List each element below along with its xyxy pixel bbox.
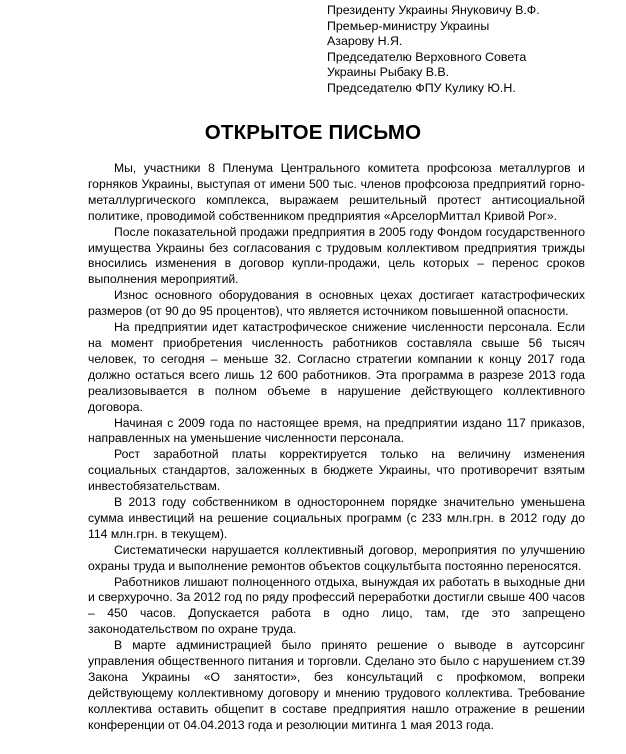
paragraph: В 2013 году собственником в одностороннем порядке значительно уменьшена сумма инвестиций на решение социальных программ (с 233 млн.грн. в 2012 году до 114 млн.грн. в текущем). xyxy=(88,495,585,541)
paragraph: В марте администрацией было принято решение о выводе в аутсорсинг управления общественного питания и торговли. Сделано это было с нарушением ст.39 Закона Украины «О занятости», без консультаций с профкомом, вопреки действующему коллективному договору и мнению трудового коллектива. Требование коллектива оставить общепит в составе предприятия нашло отражение в решении конференции от 04.04.2013 года и резолюции митинга 1 мая 2013 года. xyxy=(88,638,585,732)
paragraph: Рост заработной платы корректируется только на величину изменения социальных стандартов, заложенных в бюджете Украины, что противоречит взятым инвестобязательствам. xyxy=(88,447,585,494)
addressee-line: Украины Рыбаку В.В. xyxy=(327,65,450,80)
paragraph: Износ основного оборудования в основных цехах достигает катастрофических размеров (от 90 до 95 процентов), что является источником повышенной опасности. xyxy=(88,288,585,319)
paragraph: Систематически нарушается коллективный договор, мероприятия по улучшению охраны труда и выполнение ремонтов объектов соцкультбыта постоянно переносятся. xyxy=(88,542,585,573)
addressee-line: Председателю Верховного Совета xyxy=(327,49,527,64)
addressee-line: Азарову Н.Я. xyxy=(327,34,403,49)
addressee-line: Председателю ФПУ Кулику Ю.Н. xyxy=(327,80,516,95)
paragraph: Мы, участники 8 Пленума Центрального комитета профсоюза металлургов и горняков Украины, выступая от имени 500 тыс. членов профсоюза предприятий горно-металлургического комплекса, выражаем решительный протест антисоциальной политике, проводимой собственником предприятия «АрселорМиттал Кривой Рог». xyxy=(88,161,585,223)
paragraph: После показательной продажи предприятия в 2005 году Фондом государственного имущества Украины без согласования с трудовым коллективом предприятия трижды вносились изменения в договор купли-продажи, цель которых – перенос сроков выполнения мероприятий. xyxy=(88,224,585,287)
paragraph: Работников лишают полноценного отдыха, вынуждая их работать в выходные дни и сверхурочно. За 2012 год по ряду профессий переработки достигли свыше 400 часов – 450 часов. Допускается работа в одно лицо, там, где это запрещено законодательством по охране труда. xyxy=(88,574,585,637)
addressee-line: Президенту Украины Януковичу В.Ф. xyxy=(327,3,540,17)
letter-body xyxy=(88,161,585,734)
addressee-block xyxy=(327,3,622,97)
paragraph: На предприятии идет катастрофическое снижение численности персонала. Если на момент приобретения численность работников составляла свыше 56 тысяч человек, то сегодня – меньше 32. Согласно стратегии компании к концу 2017 года должно остаться всего лишь 12 600 работников. Эта программа в разрезе 2013 года реализовывается в полном объеме в нарушение действующего коллективного договора. xyxy=(88,320,585,414)
addressee-line: Премьер-министру Украины xyxy=(327,18,490,33)
letter-title: ОТКРЫТОЕ ПИСЬМО xyxy=(204,121,422,144)
paragraph: Начиная с 2009 года по настоящее время, на предприятии издано 117 приказов, направленных на уменьшение численности персонала. xyxy=(88,415,585,446)
